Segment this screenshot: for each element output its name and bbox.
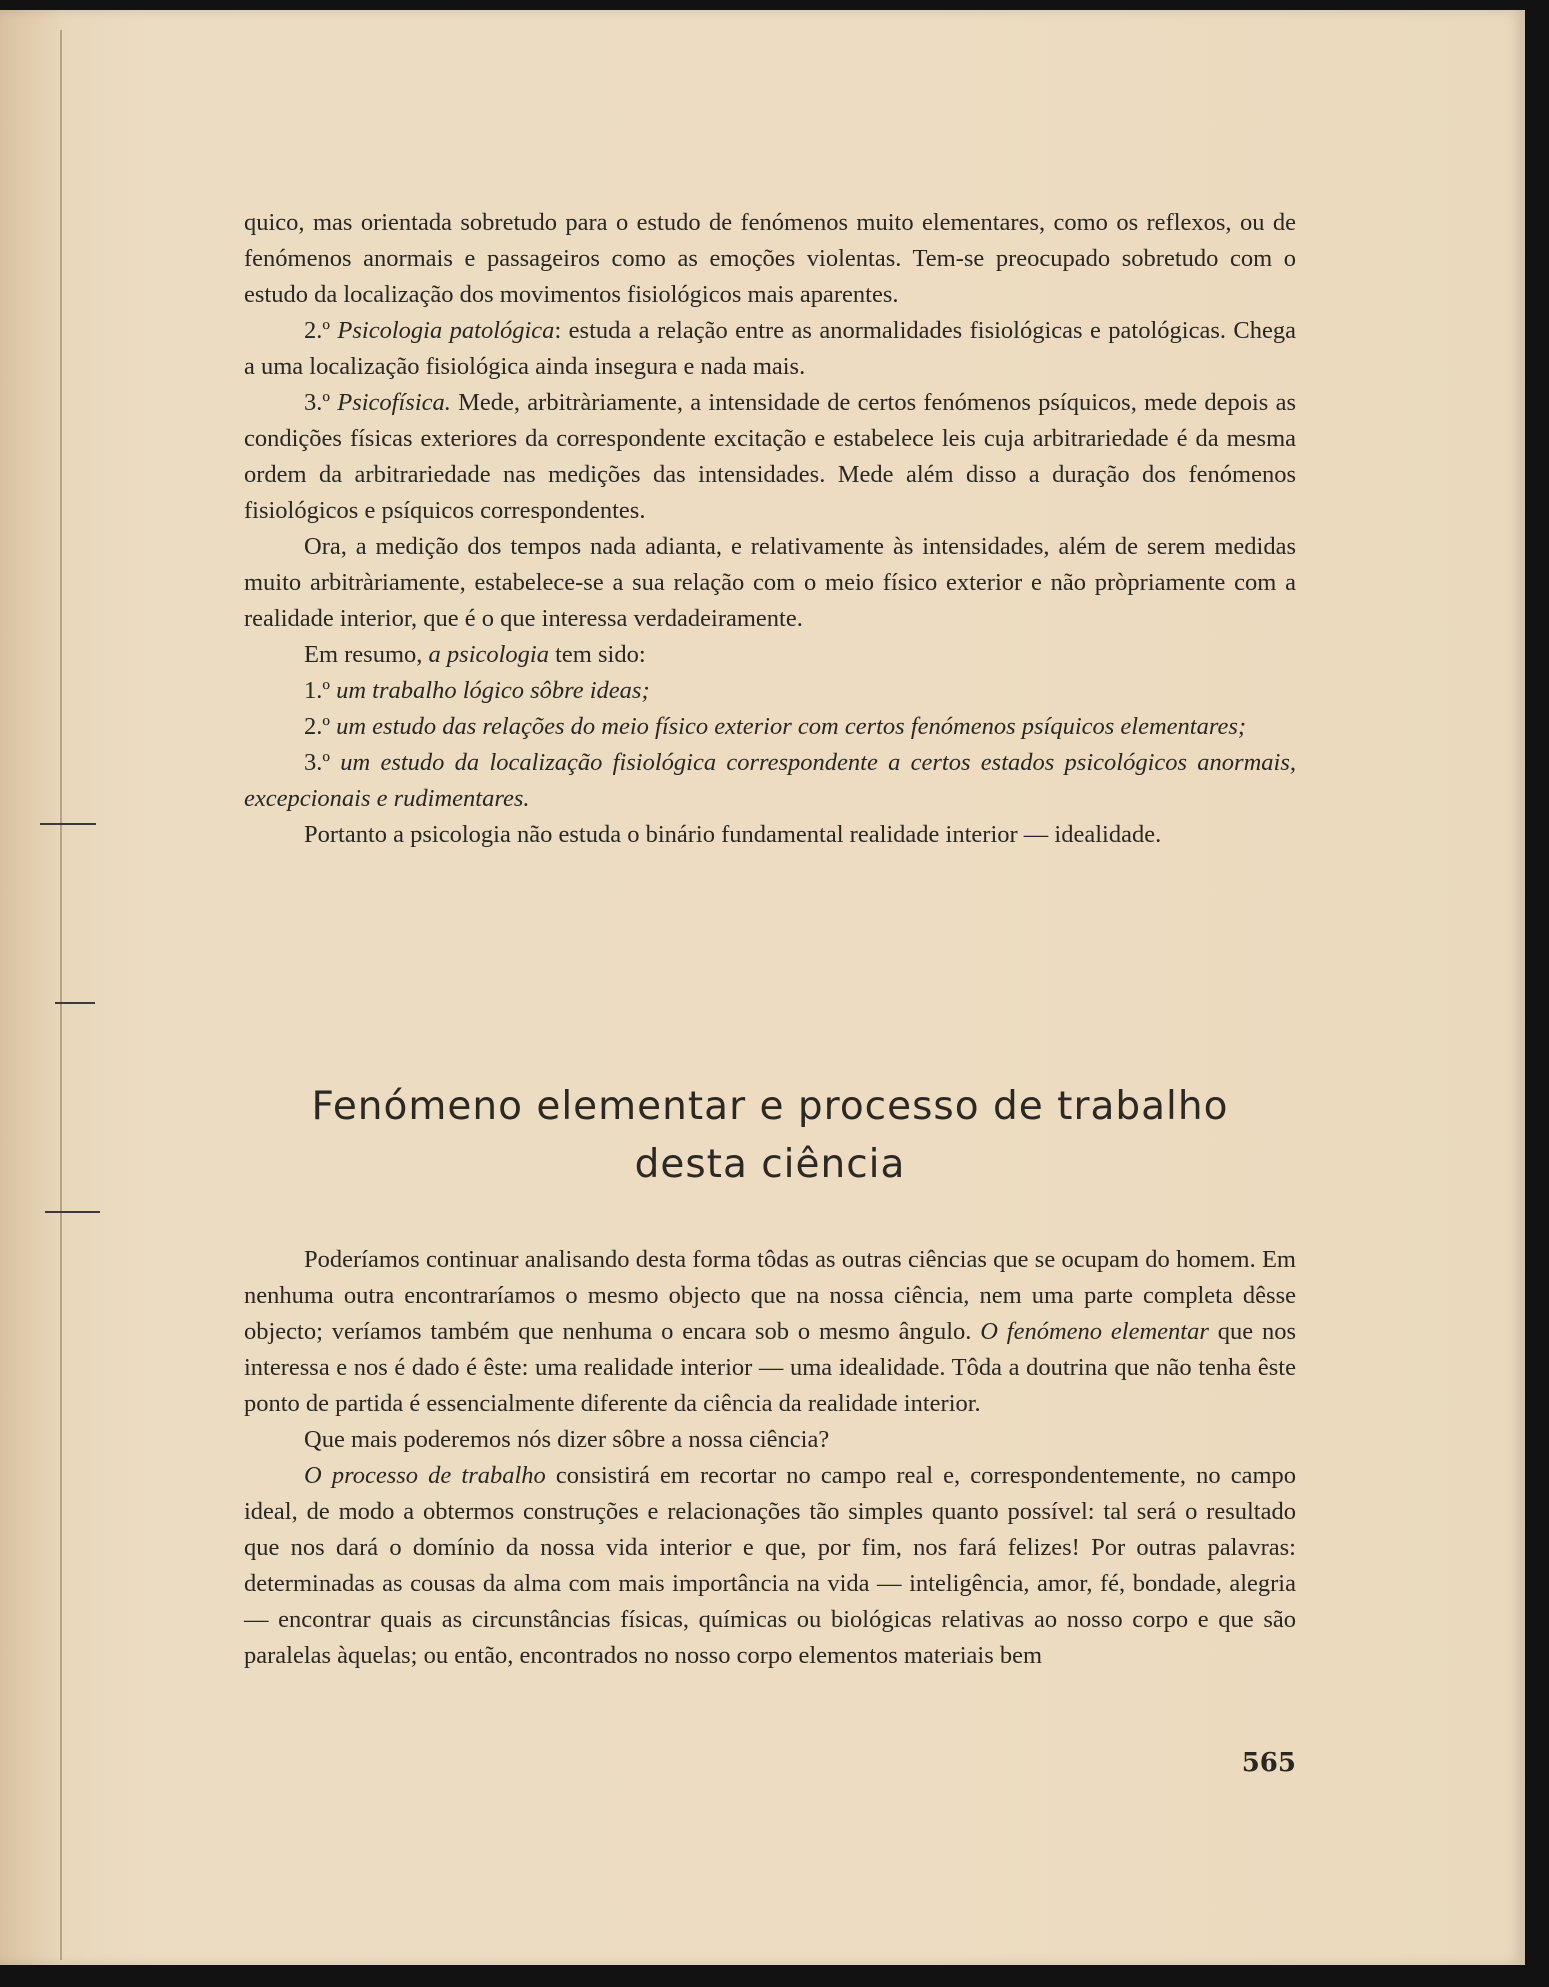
paragraph: Portanto a psicologia não estuda o binário fundamental realidade interior — idealidade. [304, 821, 1162, 848]
paragraph: 3.º Psicofísica. Mede, arbitràriamente, a intensidade de certos fenómenos psíquicos, mede depois as condições físicas exteriores da correspondente excitação e estabelece leis cuja arbitrariedade é da mesma ordem da arbitrariedade nas medições das intensidades. Mede além disso a duração dos fenómenos fisiológicos e psíquicos correspondentes. [244, 389, 1297, 524]
term: a psicologia [428, 641, 549, 668]
paragraph: quico, mas orientada sobretudo para o estudo de fenómenos muito elementares, como os reflexos, ou de fenómenos anormais e passageiros como as emoções violentas. Tem-se preocupado sobretudo com o estudo da localização dos movimentos fisiológicos mais aparentes. [244, 209, 1296, 308]
paragraph: Em resumo, a psicologia tem sido: [304, 641, 646, 668]
stitch-mark [40, 823, 96, 825]
section-heading [244, 1078, 1296, 1194]
paragraph: Ora, a medição dos tempos nada adianta, e relativamente às intensidades, além de serem medidas muito arbitràriamente, estabelece-se a sua relação com o meio físico exterior e não pròpriamente com a realidade interior, que é o que interessa verdadeiramente. [244, 533, 1296, 632]
stitch-mark [55, 1002, 95, 1004]
term: Psicologia patológica [337, 317, 555, 344]
list-item: 2.º um estudo das relações do meio físico exterior com certos fenómenos psíquicos elementares; [304, 713, 1247, 740]
term: O fenómeno elementar [980, 1318, 1209, 1345]
paragraph: Poderíamos continuar analisando desta forma tôdas as outras ciências que se ocupam do homem. Em nenhuma outra encontraríamos o mesmo objecto que na nossa ciência, nem uma parte completa dêsse objecto; veríamos também que nenhuma o encara sob o mesmo ângulo. O fenómeno elementar que nos interessa e nos é dado é êste: uma realidade interior — uma idealidade. Tôda a doutrina que não tenha êste ponto de partida é essencialmente diferente da ciência da realidade interior. [244, 1246, 1296, 1417]
binding-line [60, 30, 62, 1960]
body-text-bottom [244, 1242, 1296, 1674]
heading-line-1: Fenómeno elementar e processo de trabalho [311, 1084, 1229, 1129]
heading-line-2: desta ciência [634, 1142, 906, 1187]
page-number: 565 [1241, 1748, 1296, 1778]
term: Psicofísica. [337, 389, 451, 416]
body-text-top [244, 205, 1296, 853]
term: O processo de trabalho [304, 1462, 546, 1489]
paragraph: Que mais poderemos nós dizer sôbre a nossa ciência? [304, 1426, 830, 1453]
paragraph: O processo de trabalho consistirá em recortar no campo real e, correspondentemente, no campo ideal, de modo a obtermos construções e relacionações tão simples quanto possível: tal será o resultado que nos dará o domínio da nossa vida interior e que, por fim, nos fará felizes! Por outras palavras: determinadas as cousas da alma com mais importância na vida — inteligência, amor, fé, bondade, alegria — encontrar quais as circunstâncias físicas, químicas ou biológicas relativas ao nosso corpo e que são paralelas àquelas; ou então, encontrados no nosso corpo elementos materiais bem [244, 1462, 1296, 1669]
stitch-mark [45, 1211, 100, 1213]
list-item: 3.º um estudo da localização fisiológica correspondente a certos estados psicológicos anormais, excepcionais e rudimentares. [244, 749, 1296, 812]
list-item: 1.º um trabalho lógico sôbre ideas; [304, 677, 650, 704]
paragraph: 2.º Psicologia patológica: estuda a relação entre as anormalidades fisiológicas e patológicas. Chega a uma localização fisiológica ainda insegura e nada mais. [244, 317, 1297, 380]
paper-sheet [0, 10, 1525, 1965]
